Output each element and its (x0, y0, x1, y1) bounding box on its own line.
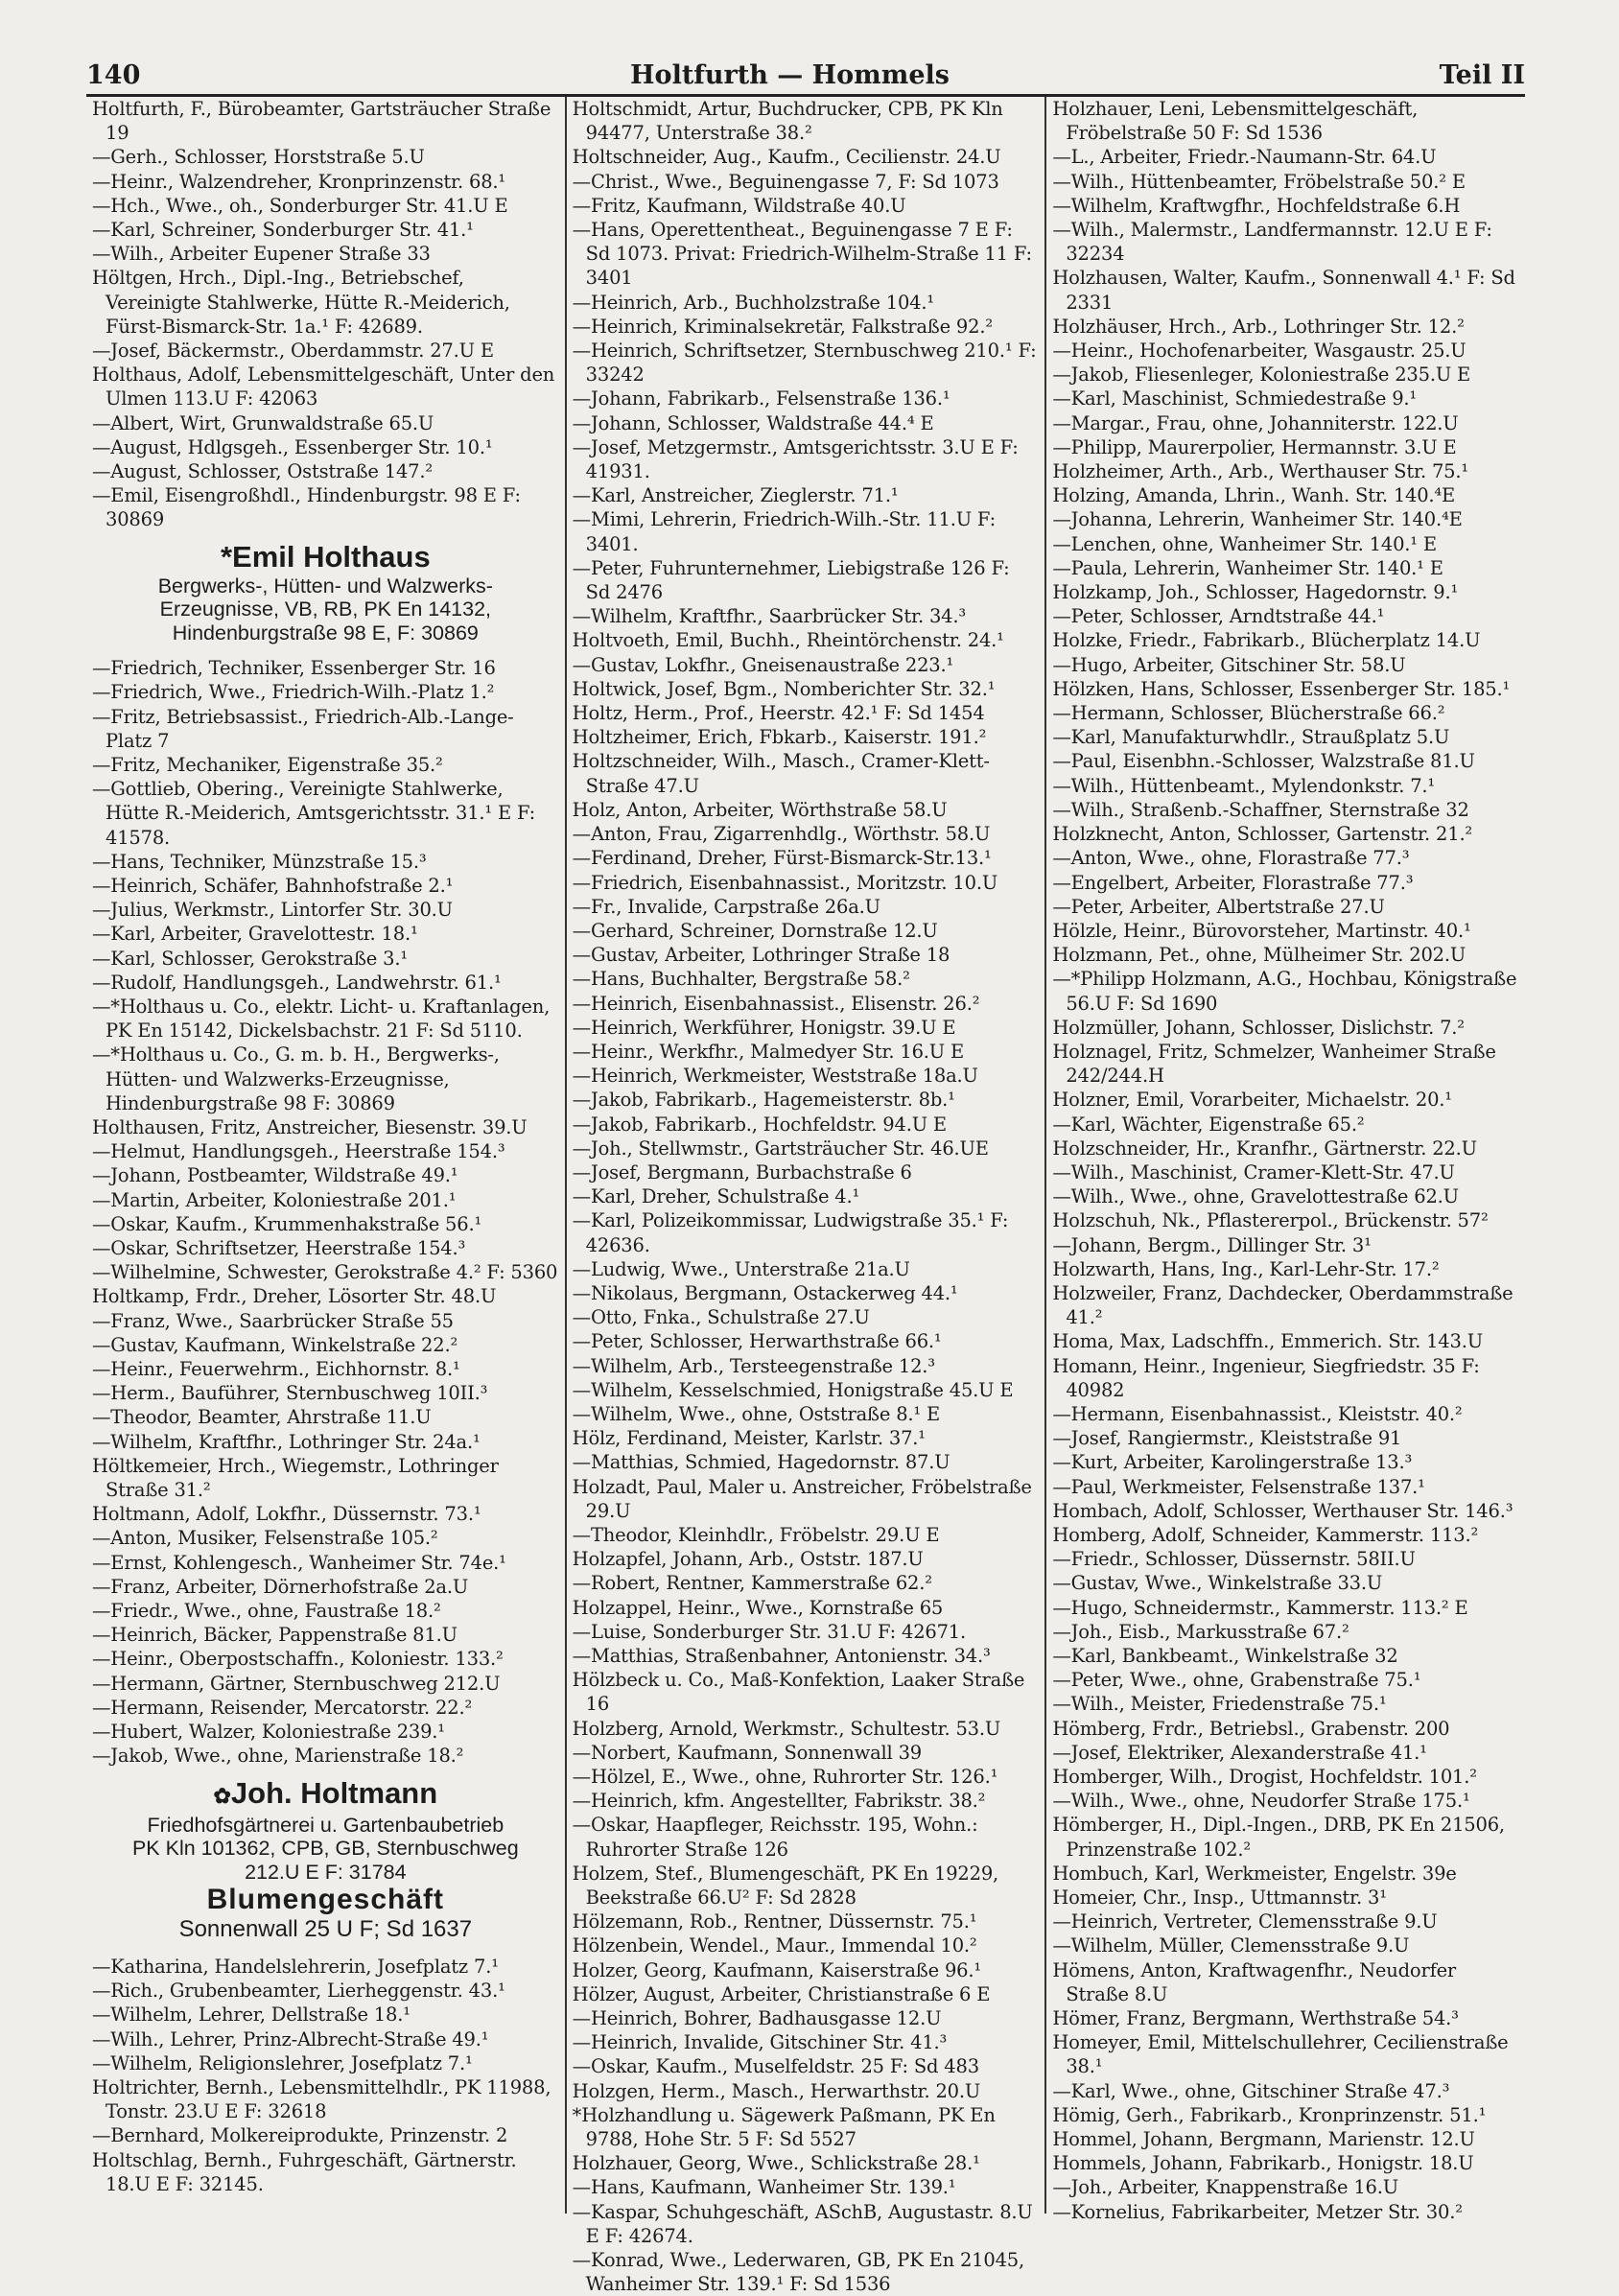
directory-entry: —Matthias, Straßenbahner, Antonienstr. 34.³ (572, 1645, 991, 1667)
directory-entry: Holzberg, Arnold, Werkmstr., Schultestr. 53.U (572, 1717, 1001, 1740)
directory-entry: —Peter, Arbeiter, Albertstraße 27.U (1052, 895, 1385, 918)
directory-entry: Holzweiler, Franz, Dachdecker, Oberdammstraße 41.² (1052, 1281, 1513, 1329)
directory-entry: Homberg, Adolf, Schneider, Kammerstr. 113.² (1052, 1523, 1479, 1546)
ad-line: Bergwerks-, Hütten- und Walzwerks- (157, 574, 493, 597)
directory-entry: Holzer, Georg, Kaufmann, Kaiserstraße 96.¹ (572, 1958, 981, 1981)
directory-entry: Holzner, Emil, Vorarbeiter, Michaelstr. 20.¹ (1052, 1089, 1452, 1112)
directory-entry: —Bernhard, Molkereiprodukte, Prinzenstr. 2 (92, 2124, 508, 2147)
directory-entry: —Friedr., Schlosser, Düssernstr. 58II.U (1052, 1548, 1416, 1571)
directory-entry: —Heinrich, Werkführer, Honigstr. 39.U E (572, 1016, 956, 1039)
directory-entry: Hölzbeck u. Co., Maß-Konfektion, Laaker Straße 16 (572, 1669, 1025, 1716)
directory-entry: —Hans, Techniker, Münzstraße 15.³ (92, 850, 427, 873)
directory-entry: —Norbert, Kaufmann, Sonnenwall 39 (572, 1741, 922, 1764)
directory-entry: —Rudolf, Handlungsgeh., Landwehrstr. 61.¹ (92, 971, 502, 994)
directory-entry: Holtzheimer, Erich, Fbkarb., Kaiserstr. 191.² (572, 726, 987, 749)
directory-entry: —Wilh., Wwe., ohne, Gravelottestraße 62.U (1052, 1185, 1459, 1208)
ad-subtitle: Blumengeschäft (206, 1884, 445, 1915)
directory-entry: —Johann, Schlosser, Waldstraße 44.⁴ E (572, 411, 934, 434)
directory-entry: —Karl, Polizeikommissar, Ludwigstraße 35.¹ F: 42636. (572, 1209, 1009, 1256)
directory-entry: —Heinrich, Arb., Buchholzstraße 104.¹ (572, 291, 934, 314)
directory-entry: —Josef, Bergmann, Burbachstraße 6 (572, 1160, 912, 1183)
page-part: Teil II (1439, 59, 1525, 90)
directory-entry: Hömberger, H., Dipl.-Ingen., DRB, PK En 21506, Prinzenstraße 102.² (1052, 1814, 1505, 1861)
directory-entry: Holzhäuser, Hrch., Arb., Lothringer Str. 12.² (1052, 315, 1465, 338)
directory-entry: —Friedrich, Eisenbahnassist., Moritzstr. 10.U (572, 871, 998, 894)
directory-entry: Hombach, Adolf, Schlosser, Werthauser Str. 146.³ (1052, 1499, 1513, 1522)
directory-entry: —Julius, Werkmstr., Lintorfer Str. 30.U (92, 899, 453, 922)
directory-entry: Holtmann, Adolf, Lokfhr., Düssernstr. 73.¹ (92, 1503, 481, 1526)
directory-entry: —Hugo, Schneidermstr., Kammerstr. 113.² E (1052, 1596, 1468, 1619)
page-range: Holtfurth — Hommels (630, 59, 950, 90)
directory-entry: —Hermann, Reisender, Mercatorstr. 22.² (92, 1696, 473, 1719)
directory-entry: —Friedrich, Techniker, Essenberger Str. 16 (92, 657, 496, 680)
directory-entry: —Friedrich, Wwe., Friedrich-Wilh.-Platz 1.² (92, 681, 495, 704)
directory-entry: Holzhauer, Georg, Wwe., Schlickstraße 28.¹ (572, 2152, 980, 2175)
directory-entry: —Gustav, Arbeiter, Lothringer Straße 18 (572, 944, 950, 967)
directory-entry: Holzke, Friedr., Fabrikarb., Blücherplatz 14.U (1052, 629, 1481, 652)
directory-entry: Hölzenbein, Wendel., Maur., Immendal 10.² (572, 1934, 977, 1957)
directory-entry: Holtkamp, Frdr., Dreher, Lösorter Str. 48.U (92, 1285, 497, 1308)
directory-entry: Holzknecht, Anton, Schlosser, Gartenstr. 21.² (1052, 823, 1473, 846)
directory-entry: Holtzschneider, Wilh., Masch., Cramer-Klett-Straße 47.U (572, 750, 990, 797)
directory-entry: —Gottlieb, Obering., Vereinigte Stahlwerke, Hütte R.-Meiderich, Amtsgerichtsstr. 31.¹ E F: 41578. (92, 778, 536, 849)
directory-entry: Hölzemann, Rob., Rentner, Düssernstr. 75.¹ (572, 1910, 977, 1933)
directory-entry: Hömig, Gerh., Fabrikarb., Kronprinzenstr. 51.¹ (1052, 2103, 1487, 2126)
directory-entry: —Wilhelm, Lehrer, Dellstraße 18.¹ (92, 2003, 411, 2027)
directory-entry: —Theodor, Beamter, Ahrstraße 11.U (92, 1406, 432, 1429)
directory-entry: Holthaus, Adolf, Lebensmittelgeschäft, Unter den Ulmen 113.U F: 42063 (92, 363, 555, 410)
directory-entry: Holzmann, Pet., ohne, Mülheimer Str. 202.U (1052, 944, 1466, 967)
directory-entry: —Peter, Fuhrunternehmer, Liebigstraße 126 F: Sd 2476 (572, 556, 1010, 604)
directory-entry: —Matthias, Schmied, Hagedornstr. 87.U (572, 1451, 950, 1474)
directory-entry: Holtwick, Josef, Bgm., Nomberichter Str. 32.¹ (572, 677, 996, 700)
directory-entry: —Paula, Lehrerin, Wanheimer Str. 140.¹ E (1052, 556, 1443, 579)
directory-entry: —Franz, Wwe., Saarbrücker Straße 55 (92, 1309, 454, 1332)
directory-entry: —Albert, Wirt, Grunwaldstraße 65.U (92, 411, 434, 434)
directory-entry: Holzheimer, Arth., Arb., Werthauser Str. 75.¹ (1052, 460, 1468, 483)
directory-entry: —Wilhelm, Müller, Clemensstraße 9.U (1052, 1934, 1410, 1957)
directory-entry: —Anton, Musiker, Felsenstraße 105.² (92, 1527, 438, 1550)
directory-entry: Homann, Heinr., Ingenieur, Siegfriedstr. 35 F: 40982 (1052, 1354, 1480, 1401)
directory-entry: —Peter, Schlosser, Herwarthstraße 66.¹ (572, 1330, 942, 1353)
directory-entry: —Heinrich, Schäfer, Bahnhofstraße 2.¹ (92, 874, 454, 897)
directory-entry: —Hugo, Arbeiter, Gitschiner Str. 58.U (1052, 653, 1406, 676)
directory-entry: —Joh., Stellwmstr., Gartsträucher Str. 46.UE (572, 1136, 989, 1160)
directory-entry: —Engelbert, Arbeiter, Florastraße 77.³ (1052, 871, 1414, 894)
directory-entry: Hommels, Johann, Fabrikarb., Honigstr. 18.U (1052, 2152, 1474, 2175)
directory-entry: —Fritz, Betriebsassist., Friedrich-Alb.-Lange-Platz 7 (92, 705, 514, 752)
directory-entry: —Gustav, Wwe., Winkelstraße 33.U (1052, 1572, 1383, 1595)
directory-entry: Holtfurth, F., Bürobeamter, Gartsträucher Straße 19 (92, 98, 551, 145)
directory-entry: Hömberg, Frdr., Betriebsl., Grabenstr. 200 (1052, 1717, 1450, 1740)
directory-entry: Holzappel, Heinr., Wwe., Kornstraße 65 (572, 1596, 944, 1619)
directory-entry: —Wilhelmine, Schwester, Gerokstraße 4.² F: 5360 (92, 1261, 558, 1284)
directory-entry: Holzschneider, Hr., Kranfhr., Gärtnerstr. 22.U (1052, 1136, 1477, 1160)
directory-entry: —Wilh., Wwe., ohne, Neudorfer Straße 175.¹ (1052, 1790, 1470, 1813)
directory-entry: Holzing, Amanda, Lhrin., Wanh. Str. 140.⁴E (1052, 484, 1456, 507)
directory-entry: —Emil, Eisengroßhdl., Hindenburgstr. 98 E F: 30869 (92, 484, 521, 531)
ad-line: 212.U E F: 31784 (245, 1860, 407, 1884)
directory-entry: —Johanna, Lehrerin, Wanheimer Str. 140.⁴E (1052, 508, 1463, 531)
page-number: 140 (86, 59, 141, 90)
directory-entry: —Heinr., Feuerwehrm., Eichhornstr. 8.¹ (92, 1358, 460, 1381)
directory-entry: —Fritz, Mechaniker, Eigenstraße 35.² (92, 753, 443, 776)
directory-entry: —Lenchen, ohne, Wanheimer Str. 140.¹ E (1052, 532, 1437, 555)
directory-entry: —Wilh., Straßenb.-Schaffner, Sternstraße 32 (1052, 798, 1469, 821)
directory-entry: Holzschuh, Nk., Pflastererpol., Brückenstr. 57² (1052, 1209, 1489, 1232)
directory-entry: —Johann, Postbeamter, Wildstraße 49.¹ (92, 1164, 458, 1187)
directory-entry: —Oskar, Kaufm., Muselfeldstr. 25 F: Sd 483 (572, 2055, 979, 2078)
directory-entry: —Anton, Wwe., ohne, Florastraße 77.³ (1052, 847, 1410, 870)
flower-icon: ✿ (213, 1783, 231, 1808)
directory-entry: —Wilhelm, Kesselschmied, Honigstraße 45.U E (572, 1378, 1014, 1401)
directory-entry: —Peter, Wwe., ohne, Grabenstraße 75.¹ (1052, 1669, 1421, 1692)
directory-entry: —Heinrich, Vertreter, Clemensstraße 9.U (1052, 1910, 1438, 1933)
directory-entry: Hömens, Anton, Kraftwagenfhr., Neudorfer Straße 8.U (1052, 1958, 1457, 2005)
directory-entry: —Jakob, Fliesenleger, Koloniestraße 235.U E (1052, 363, 1471, 387)
directory-entry: Holtz, Herm., Prof., Heerstr. 42.¹ F: Sd 1454 (572, 702, 985, 725)
directory-entry: Holtschlag, Bernh., Fuhrgeschäft, Gärtnerstr. 18.U E F: 32145. (92, 2148, 517, 2195)
advertisement-joh-holtmann (92, 1776, 559, 1944)
directory-entry: —Josef, Bäckermstr., Oberdammstr. 27.U E (92, 340, 494, 363)
directory-entry: —Heinrich, Kriminalsekretär, Falkstraße 92.² (572, 315, 993, 338)
directory-entry: Höltkemeier, Hrch., Wiegemstr., Lothringer Straße 31.² (92, 1454, 499, 1502)
directory-entry: —Hölzel, E., Wwe., ohne, Ruhrorter Str. 126.¹ (572, 1766, 998, 1789)
page-header (86, 56, 1525, 97)
directory-entry: —Margar., Frau, ohne, Johanniterstr. 122.U (1052, 411, 1459, 434)
directory-entry: —Oskar, Kaufm., Krummenhakstraße 56.¹ (92, 1212, 482, 1235)
ad-line: PK Kln 101362, CPB, GB, Sternbuschweg (131, 1837, 519, 1860)
directory-entry: —Heinrich, Schriftsetzer, Sternbuschweg 210.¹ F: 33242 (572, 340, 1037, 387)
directory-entry: —Josef, Elektriker, Alexanderstraße 41.¹ (1052, 1741, 1427, 1764)
directory-entry: —Heinrich, Bohrer, Badhausgasse 12.U (572, 2007, 942, 2030)
directory-entry: —Wilh., Arbeiter Eupener Straße 33 (92, 243, 431, 266)
directory-entry: —Fritz, Kaufmann, Wildstraße 40.U (572, 194, 906, 217)
directory-entry: —Nikolaus, Bergmann, Ostackerweg 44.¹ (572, 1281, 958, 1304)
directory-entry: Holzhausen, Walter, Kaufm., Sonnenwall 4.¹ F: Sd 2331 (1052, 267, 1515, 314)
directory-entry: Holzadt, Paul, Maler u. Anstreicher, Fröbelstraße 29.U (572, 1475, 1032, 1522)
directory-entry: Holzmüller, Johann, Schlosser, Dislichstr. 7.² (1052, 1016, 1465, 1039)
directory-entry: —Joh., Eisb., Markusstraße 67.² (1052, 1620, 1349, 1643)
directory-entry: —Oskar, Haapfleger, Reichsstr. 195, Wohn.: Ruhrorter Straße 126 (572, 1814, 978, 1861)
directory-entry: Holzhauer, Leni, Lebensmittelgeschäft, Fröbelstraße 50 F: Sd 1536 (1052, 98, 1419, 145)
directory-entry: Holthausen, Fritz, Anstreicher, Biesenstr. 39.U (92, 1116, 528, 1139)
directory-entry: —Wilh., Malermstr., Landfermannstr. 12.U E F: 32234 (1052, 219, 1492, 266)
directory-entry: —August, Hdlgsgeh., Essenberger Str. 10.¹ (92, 435, 493, 458)
directory-entry: —Karl, Wwe., ohne, Gitschiner Straße 47.³ (1052, 2079, 1450, 2102)
ad-line: Hindenburgstraße 98 E, F: 30869 (172, 621, 479, 644)
directory-entry: —Karl, Maschinist, Schmiedestraße 9.¹ (1052, 387, 1418, 410)
directory-entry: Hölzle, Heinr., Bürovorsteher, Martinstr. 40.¹ (1052, 919, 1471, 942)
directory-entry: —Philipp, Maurerpolier, Hermannstr. 3.U E (1052, 435, 1457, 458)
directory-entry: —Ludwig, Wwe., Unterstraße 21a.U (572, 1257, 910, 1280)
directory-entry: —Rich., Grubenbeamter, Lierheggenstr. 43.¹ (92, 1980, 505, 2003)
directory-entry: Hölz, Ferdinand, Meister, Karlstr. 37.¹ (572, 1427, 926, 1450)
directory-entry: Hölzer, August, Arbeiter, Christianstraße 6 E (572, 1982, 991, 2005)
directory-entry: Holzem, Stef., Blumengeschäft, PK En 19229, Beekstraße 66.U² F: Sd 2828 (572, 1862, 999, 1909)
directory-entry: —Wilh., Lehrer, Prinz-Albrecht-Straße 49.¹ (92, 2027, 489, 2050)
directory-entry: —Wilh., Hüttenbeamt., Mylendonkstr. 7.¹ (1052, 774, 1436, 797)
directory-entry: Holznagel, Fritz, Schmelzer, Wanheimer Straße 242/244.H (1052, 1040, 1496, 1088)
column-2 (565, 97, 1045, 2296)
directory-entry: —Ferdinand, Dreher, Fürst-Bismarck-Str.13.¹ (572, 847, 992, 870)
directory-entry: —Josef, Rangiermstr., Kleiststraße 91 (1052, 1427, 1402, 1450)
directory-entry: Holzgen, Herm., Masch., Herwarthstr. 20.U (572, 2079, 981, 2102)
directory-entry: —Otto, Fnka., Schulstraße 27.U (572, 1306, 870, 1329)
directory-entry: —Wilh., Meister, Friedenstraße 75.¹ (1052, 1693, 1387, 1716)
directory-entry: —Martin, Arbeiter, Koloniestraße 201.¹ (92, 1188, 457, 1211)
ad-line: Erzeugnisse, VB, RB, PK En 14132, (159, 597, 492, 621)
advertisement-emil-holthaus (92, 540, 559, 645)
directory-entry: —Hubert, Walzer, Koloniestraße 239.¹ (92, 1721, 445, 1744)
ad-address: Sonnenwall 25 U F; Sd 1637 (178, 1916, 473, 1942)
directory-entry: —Karl, Bankbeamt., Winkelstraße 32 (1052, 1645, 1398, 1667)
directory-entry: —Gustav, Lokfhr., Gneisenaustraße 223.¹ (572, 653, 954, 676)
directory-entry: Homberger, Wilh., Drogist, Hochfeldstr. 101.² (1052, 1766, 1477, 1789)
directory-entry: —Anton, Frau, Zigarrenhdlg., Wörthstr. 58.U (572, 823, 991, 846)
directory-entry: —Hans, Kaufmann, Wanheimer Str. 139.¹ (572, 2176, 956, 2199)
directory-entry: —Heinrich, Werkmeister, Weststraße 18a.U (572, 1065, 978, 1088)
directory-entry: —Wilhelm, Kraftfhr., Lothringer Str. 24a.¹ (92, 1430, 481, 1453)
directory-entry: —Josef, Metzgermstr., Amtsgerichtsstr. 3.U E F: 41931. (572, 435, 1019, 483)
directory-entry: —Hermann, Eisenbahnassist., Kleiststr. 40.² (1052, 1402, 1463, 1425)
directory-entry: —Paul, Eisenbhn.-Schlosser, Walzstraße 81.U (1052, 750, 1475, 773)
directory-entry: Holz, Anton, Arbeiter, Wörthstraße 58.U (572, 798, 948, 821)
directory-entry: Hölzken, Hans, Schlosser, Essenberger Str. 185.¹ (1052, 677, 1511, 700)
directory-entry: —Karl, Anstreicher, Zieglerstr. 71.¹ (572, 484, 899, 507)
ad-line: Friedhofsgärtnerei u. Gartenbaubetrieb (147, 1813, 504, 1837)
directory-entry: Homa, Max, Ladschffn., Emmerich. Str. 143.U (1052, 1330, 1483, 1353)
directory-entry: —Wilhelm, Wwe., ohne, Oststraße 8.¹ E (572, 1402, 941, 1425)
directory-entry: —Gerh., Schlosser, Horststraße 5.U (92, 146, 425, 169)
directory-entry: —Wilh., Maschinist, Cramer-Klett-Str. 47.U (1052, 1160, 1455, 1183)
directory-entry: —Oskar, Schriftsetzer, Heerstraße 154.³ (92, 1237, 466, 1260)
directory-entry: Hombuch, Karl, Werkmeister, Engelstr. 39e (1052, 1862, 1457, 1885)
directory-entry: Hommel, Johann, Bergmann, Marienstr. 12.U (1052, 2128, 1475, 2151)
directory-entry: —Christ., Wwe., Beguinengasse 7, F: Sd 1073 (572, 170, 999, 193)
directory-entry: —Heinrich, Eisenbahnassist., Elisenstr. 26.² (572, 992, 980, 1015)
directory-entry: —Jakob, Fabrikarb., Hochfeldstr. 94.U E (572, 1113, 947, 1136)
directory-entry: Holzwarth, Hans, Ing., Karl-Lehr-Str. 17.² (1052, 1257, 1440, 1280)
directory-entry: —Wilhelm, Arb., Tersteegenstraße 12.³ (572, 1354, 935, 1377)
directory-entry: —Robert, Rentner, Kammerstraße 62.² (572, 1572, 932, 1595)
directory-entry: —Katharina, Handelslehrerin, Josefplatz 7.¹ (92, 1956, 499, 1978)
directory-entry: —Karl, Arbeiter, Gravelottestr. 18.¹ (92, 923, 418, 946)
directory-entry: —Fr., Invalide, Carpstraße 26a.U (572, 895, 880, 918)
directory-entry: —Karl, Manufakturwhdlr., Straußplatz 5.U (1052, 726, 1450, 749)
directory-entry: —Hans, Buchhalter, Bergstraße 58.² (572, 968, 910, 991)
directory-entry: —Helmut, Handlungsgeh., Heerstraße 154.³ (92, 1140, 505, 1163)
directory-entry: Holtschmidt, Artur, Buchdrucker, CPB, PK Kln 94477, Unterstraße 38.² (572, 98, 1003, 145)
directory-entry: —Johann, Bergm., Dillinger Str. 3¹ (1052, 1233, 1372, 1256)
directory-entry: —Heinrich, kfm. Angestellter, Fabrikstr. 38.² (572, 1790, 986, 1813)
directory-entry: —Peter, Schlosser, Arndtstraße 44.¹ (1052, 605, 1385, 628)
column-3 (1044, 97, 1525, 2223)
directory-entry: —Friedr., Wwe., ohne, Faustraße 18.² (92, 1600, 441, 1623)
ad-title: Joh. Holtmann (230, 1775, 438, 1810)
directory-entry: —Heinr., Walzendreher, Kronprinzenstr. 68.¹ (92, 170, 506, 193)
directory-entry: Höltgen, Hrch., Dipl.-Ing., Betriebschef, Vereinigte Stahlwerke, Hütte R.-Meiderich, Fürst-Bismarck-Str. 1a.¹ F: 42689. (92, 267, 510, 338)
ad-title: *Emil Holthaus (220, 539, 431, 574)
directory-entry: Holtrichter, Bernh., Lebensmittelhdlr., PK 11988, Tonstr. 23.U E F: 32618 (92, 2076, 551, 2123)
directory-entry: —Ernst, Kohlengesch., Wanheimer Str. 74e.¹ (92, 1551, 506, 1574)
directory-entry: —L., Arbeiter, Friedr.-Naumann-Str. 64.U (1052, 146, 1437, 169)
directory-entry: *Holzhandlung u. Sägewerk Paßmann, PK En 9788, Hohe Str. 5 F: Sd 5527 (572, 2103, 996, 2151)
directory-entry: —Karl, Wächter, Eigenstraße 65.² (1052, 1113, 1365, 1136)
directory-entry: —Kurt, Arbeiter, Karolingerstraße 13.³ (1052, 1451, 1413, 1474)
directory-entry: —Hermann, Gärtner, Sternbuschweg 212.U (92, 1672, 501, 1695)
directory-entry: —*Holthaus u. Co., elektr. Licht- u. Kraftanlagen, PK En 15142, Dickelsbachstr. 21 F: Sd 5110. (92, 996, 551, 1043)
directory-entry: —Kaspar, Schuhgeschäft, ASchB, Augustastr. 8.U E F: 42674. (572, 2200, 1033, 2247)
directory-entry: —Karl, Schlosser, Gerokstraße 3.¹ (92, 947, 408, 970)
directory-entry: —Herm., Bauführer, Sternbuschweg 10II.³ (92, 1382, 488, 1405)
directory-entry: —Heinrich, Bäcker, Pappenstraße 81.U (92, 1624, 458, 1647)
directory-entry: —Hermann, Schlosser, Blücherstraße 66.² (1052, 702, 1445, 725)
directory-entry: —Wilh., Hüttenbeamter, Fröbelstraße 50.² E (1052, 170, 1466, 193)
directory-entry: —Joh., Arbeiter, Knappenstraße 16.U (1052, 2176, 1398, 2199)
directory-entry: —Gustav, Kaufmann, Winkelstraße 22.² (92, 1333, 458, 1356)
directory-entry: —Jakob, Fabrikarb., Hagemeisterstr. 8b.¹ (572, 1089, 955, 1112)
directory-entry: —*Philipp Holzmann, A.G., Hochbau, Königstraße 56.U F: Sd 1690 (1052, 968, 1517, 1015)
directory-entry: —Kornelius, Fabrikarbeiter, Metzer Str. 30.² (1052, 2200, 1463, 2223)
directory-entry: —Konrad, Wwe., Lederwaren, GB, PK En 21045, Wanheimer Str. 139.¹ F: Sd 1536 (572, 2249, 1024, 2296)
directory-entry: —Heinr., Werkfhr., Malmedyer Str. 16.U E (572, 1040, 965, 1063)
directory-entry: —Heinr., Hochofenarbeiter, Wasgaustr. 25.U (1052, 340, 1466, 363)
directory-entry: Holzkamp, Joh., Schlosser, Hagedornstr. 9.¹ (1052, 581, 1459, 604)
directory-entry: —Wilhelm, Kraftwgfhr., Hochfeldstraße 6.H (1052, 194, 1461, 217)
directory-entry: —Hch., Wwe., oh., Sonderburger Str. 41.U E (92, 194, 508, 217)
directory-entry: —Mimi, Lehrerin, Friedrich-Wilh.-Str. 11.U F: 3401. (572, 508, 996, 555)
columns (86, 97, 1525, 2296)
directory-entry: Holzapfel, Johann, Arb., Oststr. 187.U (572, 1548, 924, 1571)
directory-entry: —Heinrich, Invalide, Gitschiner Str. 41.³ (572, 2031, 948, 2054)
directory-entry: —August, Schlosser, Oststraße 147.² (92, 460, 433, 483)
directory-entry: —Gerhard, Schreiner, Dornstraße 12.U (572, 919, 938, 942)
directory-entry: Holtvoeth, Emil, Buchh., Rheintörchenstr. 24.¹ (572, 629, 1004, 652)
directory-entry: Homeyer, Emil, Mittelschullehrer, Cecilienstraße 38.¹ (1052, 2031, 1509, 2078)
directory-entry: Homeier, Chr., Insp., Uttmannstr. 3¹ (1052, 1886, 1387, 1909)
directory-entry: —Johann, Fabrikarb., Felsenstraße 136.¹ (572, 387, 950, 410)
directory-entry: —Heinr., Oberpostschaffn., Koloniestr. 133.² (92, 1648, 504, 1671)
directory-entry: —Wilhelm, Religionslehrer, Josefplatz 7.¹ (92, 2051, 473, 2074)
directory-entry: —*Holthaus u. Co., G. m. b. H., Bergwerks-, Hütten- und Walzwerks-Erzeugnisse, Hindenburgstraße 98 F: 30869 (92, 1043, 500, 1114)
directory-entry: Hömer, Franz, Bergmann, Werthstraße 54.³ (1052, 2007, 1459, 2030)
directory-entry: —Luise, Sonderburger Str. 31.U F: 42671. (572, 1620, 967, 1643)
directory-entry: —Jakob, Wwe., ohne, Marienstraße 18.² (92, 1745, 464, 1768)
column-1 (86, 97, 565, 2214)
directory-entry: —Theodor, Kleinhdlr., Fröbelstr. 29.U E (572, 1523, 940, 1546)
directory-entry: —Karl, Schreiner, Sonderburger Str. 41.¹ (92, 219, 474, 242)
directory-entry: Holtschneider, Aug., Kaufm., Cecilienstr. 24.U (572, 146, 1001, 169)
directory-entry: —Hans, Operettentheat., Beguinengasse 7 E F: Sd 1073. Privat: Friedrich-Wilhelm-Straße 11 F: 3401 (572, 219, 1032, 290)
directory-entry: —Karl, Dreher, Schulstraße 4.¹ (572, 1185, 860, 1208)
directory-entry: —Franz, Arbeiter, Dörnerhofstraße 2a.U (92, 1575, 469, 1598)
directory-entry: —Paul, Werkmeister, Felsenstraße 137.¹ (1052, 1475, 1425, 1498)
directory-entry: —Wilhelm, Kraftfhr., Saarbrücker Str. 34.³ (572, 605, 966, 628)
